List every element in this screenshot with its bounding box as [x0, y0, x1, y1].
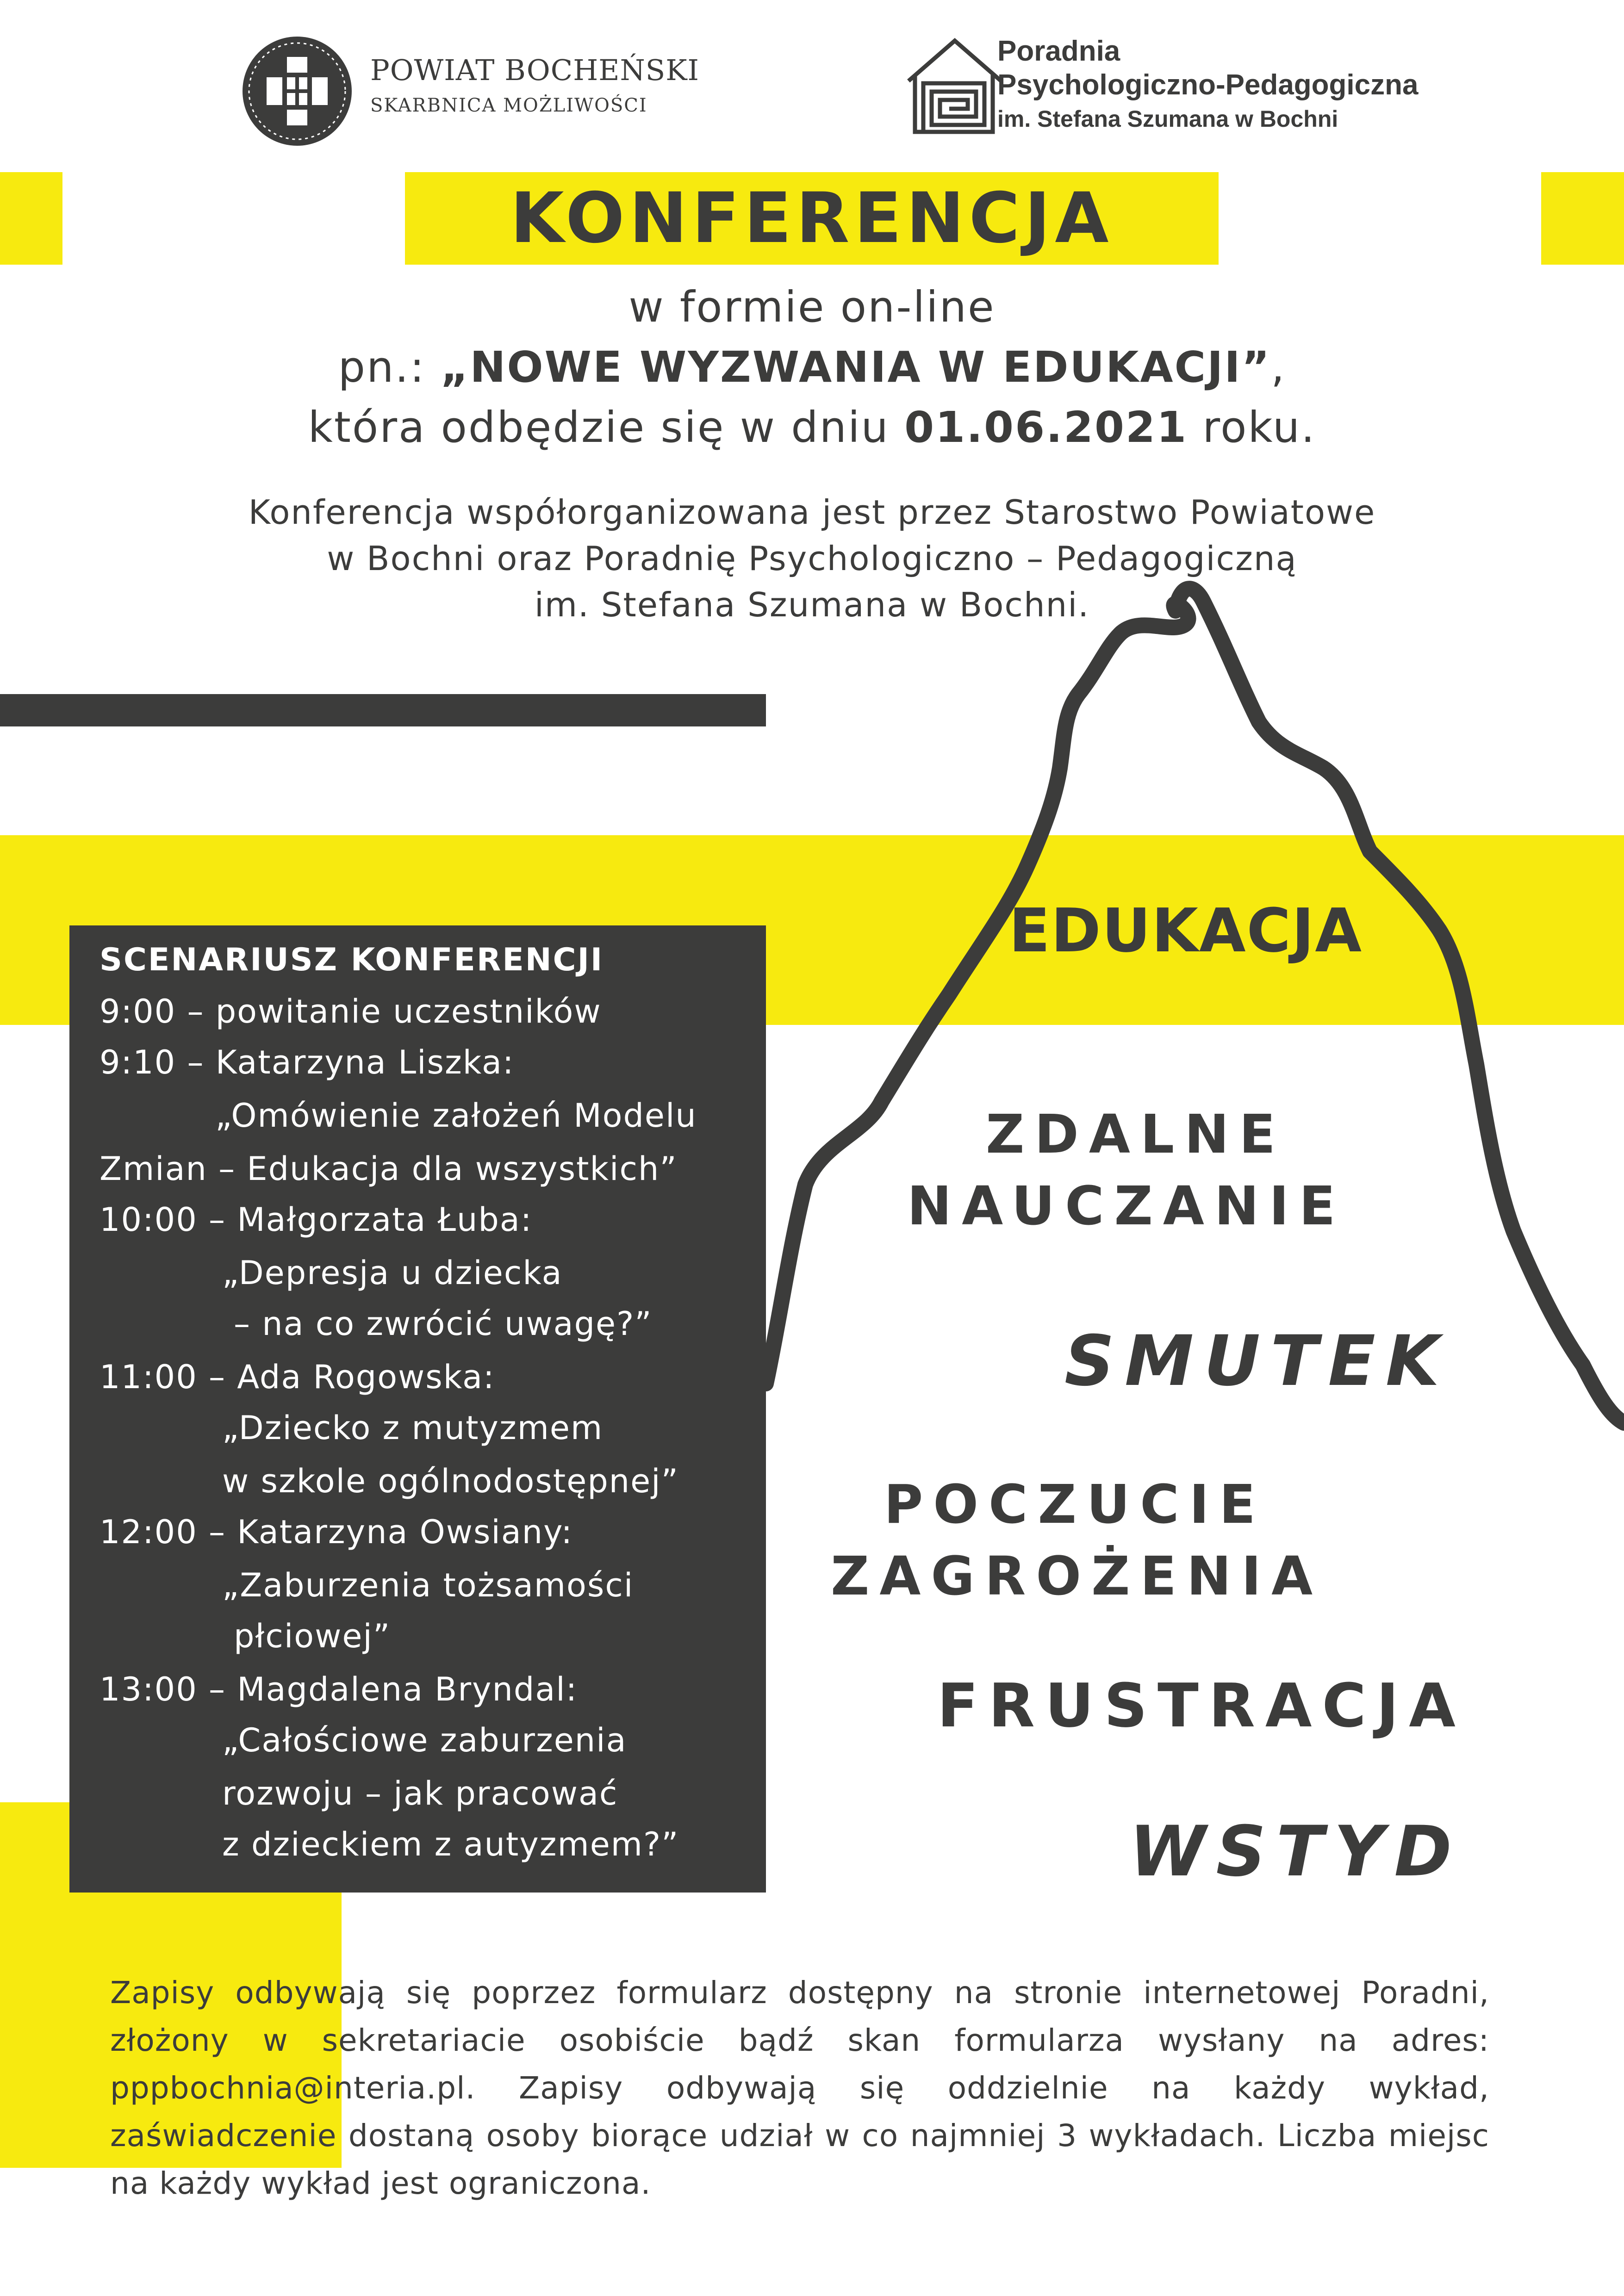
agenda-line: 10:00 – Małgorzata Łuba:: [100, 1201, 533, 1239]
keyword-nauczanie: NAUCZANIE: [907, 1175, 1346, 1237]
keyword-zdalne: ZDALNE: [986, 1104, 1286, 1166]
powiat-tagline: SKARBNICA MOŻLIWOŚCI: [370, 95, 647, 116]
ppp-name-line2: Psychologiczno-Pedagogiczna: [997, 69, 1419, 101]
agenda-line: Zmian – Edukacja dla wszystkich”: [100, 1150, 678, 1188]
conference-date: 01.06.2021: [904, 403, 1188, 452]
subtitle-format: w formie on-line: [628, 282, 996, 332]
conference-name: „NOWE WYZWANIA W EDUKACJI”: [440, 342, 1271, 392]
registration-info: Zapisy odbywają się poprzez formularz dostępny na stronie internetowej Poradni, złożony w sekretariacie osobiście bądź skan formularza wysłany na adres: pppbochnia@interia.pl. Zapisy odbywają się oddzielnie na każdy wykład, zaświadczenie dostaną osoby biorące udział w co najmniej 3 wykładach. Liczba miejsc na każdy wykład jest ograniczona.: [110, 1975, 1489, 2201]
agenda-line: 13:00 – Magdalena Bryndal:: [100, 1670, 578, 1708]
agenda-line: 9:00 – powitanie uczestników: [100, 993, 602, 1030]
organizers-line: Konferencja współorganizowana jest przez Starostwo Powiatowe: [248, 493, 1376, 532]
organizers-line: w Bochni oraz Poradnię Psychologiczno – Pedagogiczną: [327, 539, 1297, 578]
ppp-name-line1: Poradnia: [997, 35, 1120, 67]
agenda-line: „Dziecko z mutyzmem: [222, 1409, 604, 1447]
keyword-zagrozenia: ZAGROŻENIA: [831, 1545, 1323, 1607]
subtitle-date-suffix: roku.: [1188, 403, 1316, 452]
agenda-line: 9:10 – Katarzyna Liszka:: [100, 1043, 515, 1081]
agenda-heading: SCENARIUSZ KONFERENCJI: [100, 942, 604, 978]
keyword-frustracja: FRUSTRACJA: [937, 1670, 1466, 1741]
page-title: KONFERENCJA: [510, 178, 1114, 259]
subtitle-name-prefix: pn.:: [338, 342, 441, 392]
agenda-line: – na co zwrócić uwagę?”: [234, 1305, 653, 1343]
agenda-line: z dzieckiem z autyzmem?”: [222, 1825, 679, 1863]
agenda-line: „Depresja u dziecka: [222, 1254, 563, 1292]
agenda-line: „Zaburzenia tożsamości: [222, 1566, 634, 1604]
keyword-poczucie: POCZUCIE: [884, 1474, 1266, 1536]
keyword-smutek: SMUTEK: [1064, 1321, 1450, 1402]
agenda-line: „Omówienie założeń Modelu: [215, 1097, 697, 1135]
agenda-line: płciowej”: [234, 1617, 391, 1655]
agenda-line: 11:00 – Ada Rogowska:: [100, 1358, 495, 1396]
subtitle-name-suffix: ,: [1271, 342, 1286, 392]
keyword-edukacja: EDUKACJA: [1009, 895, 1363, 966]
subtitle-date-prefix: która odbędzie się w dniu: [308, 403, 905, 452]
agenda-line: rozwoju – jak pracować: [222, 1775, 618, 1812]
agenda-line: w szkole ogólnodostępnej”: [222, 1462, 679, 1500]
keyword-wstyd: WSTYD: [1129, 1812, 1462, 1892]
powiat-name: POWIAT BOCHEŃSKI: [370, 53, 700, 87]
organizers-line: im. Stefana Szumana w Bochni.: [534, 585, 1090, 624]
agenda-line: „Całościowe zaburzenia: [222, 1721, 627, 1759]
agenda-line: 12:00 – Katarzyna Owsiany:: [100, 1513, 573, 1551]
ppp-name-line3: im. Stefana Szumana w Bochni: [997, 106, 1338, 132]
